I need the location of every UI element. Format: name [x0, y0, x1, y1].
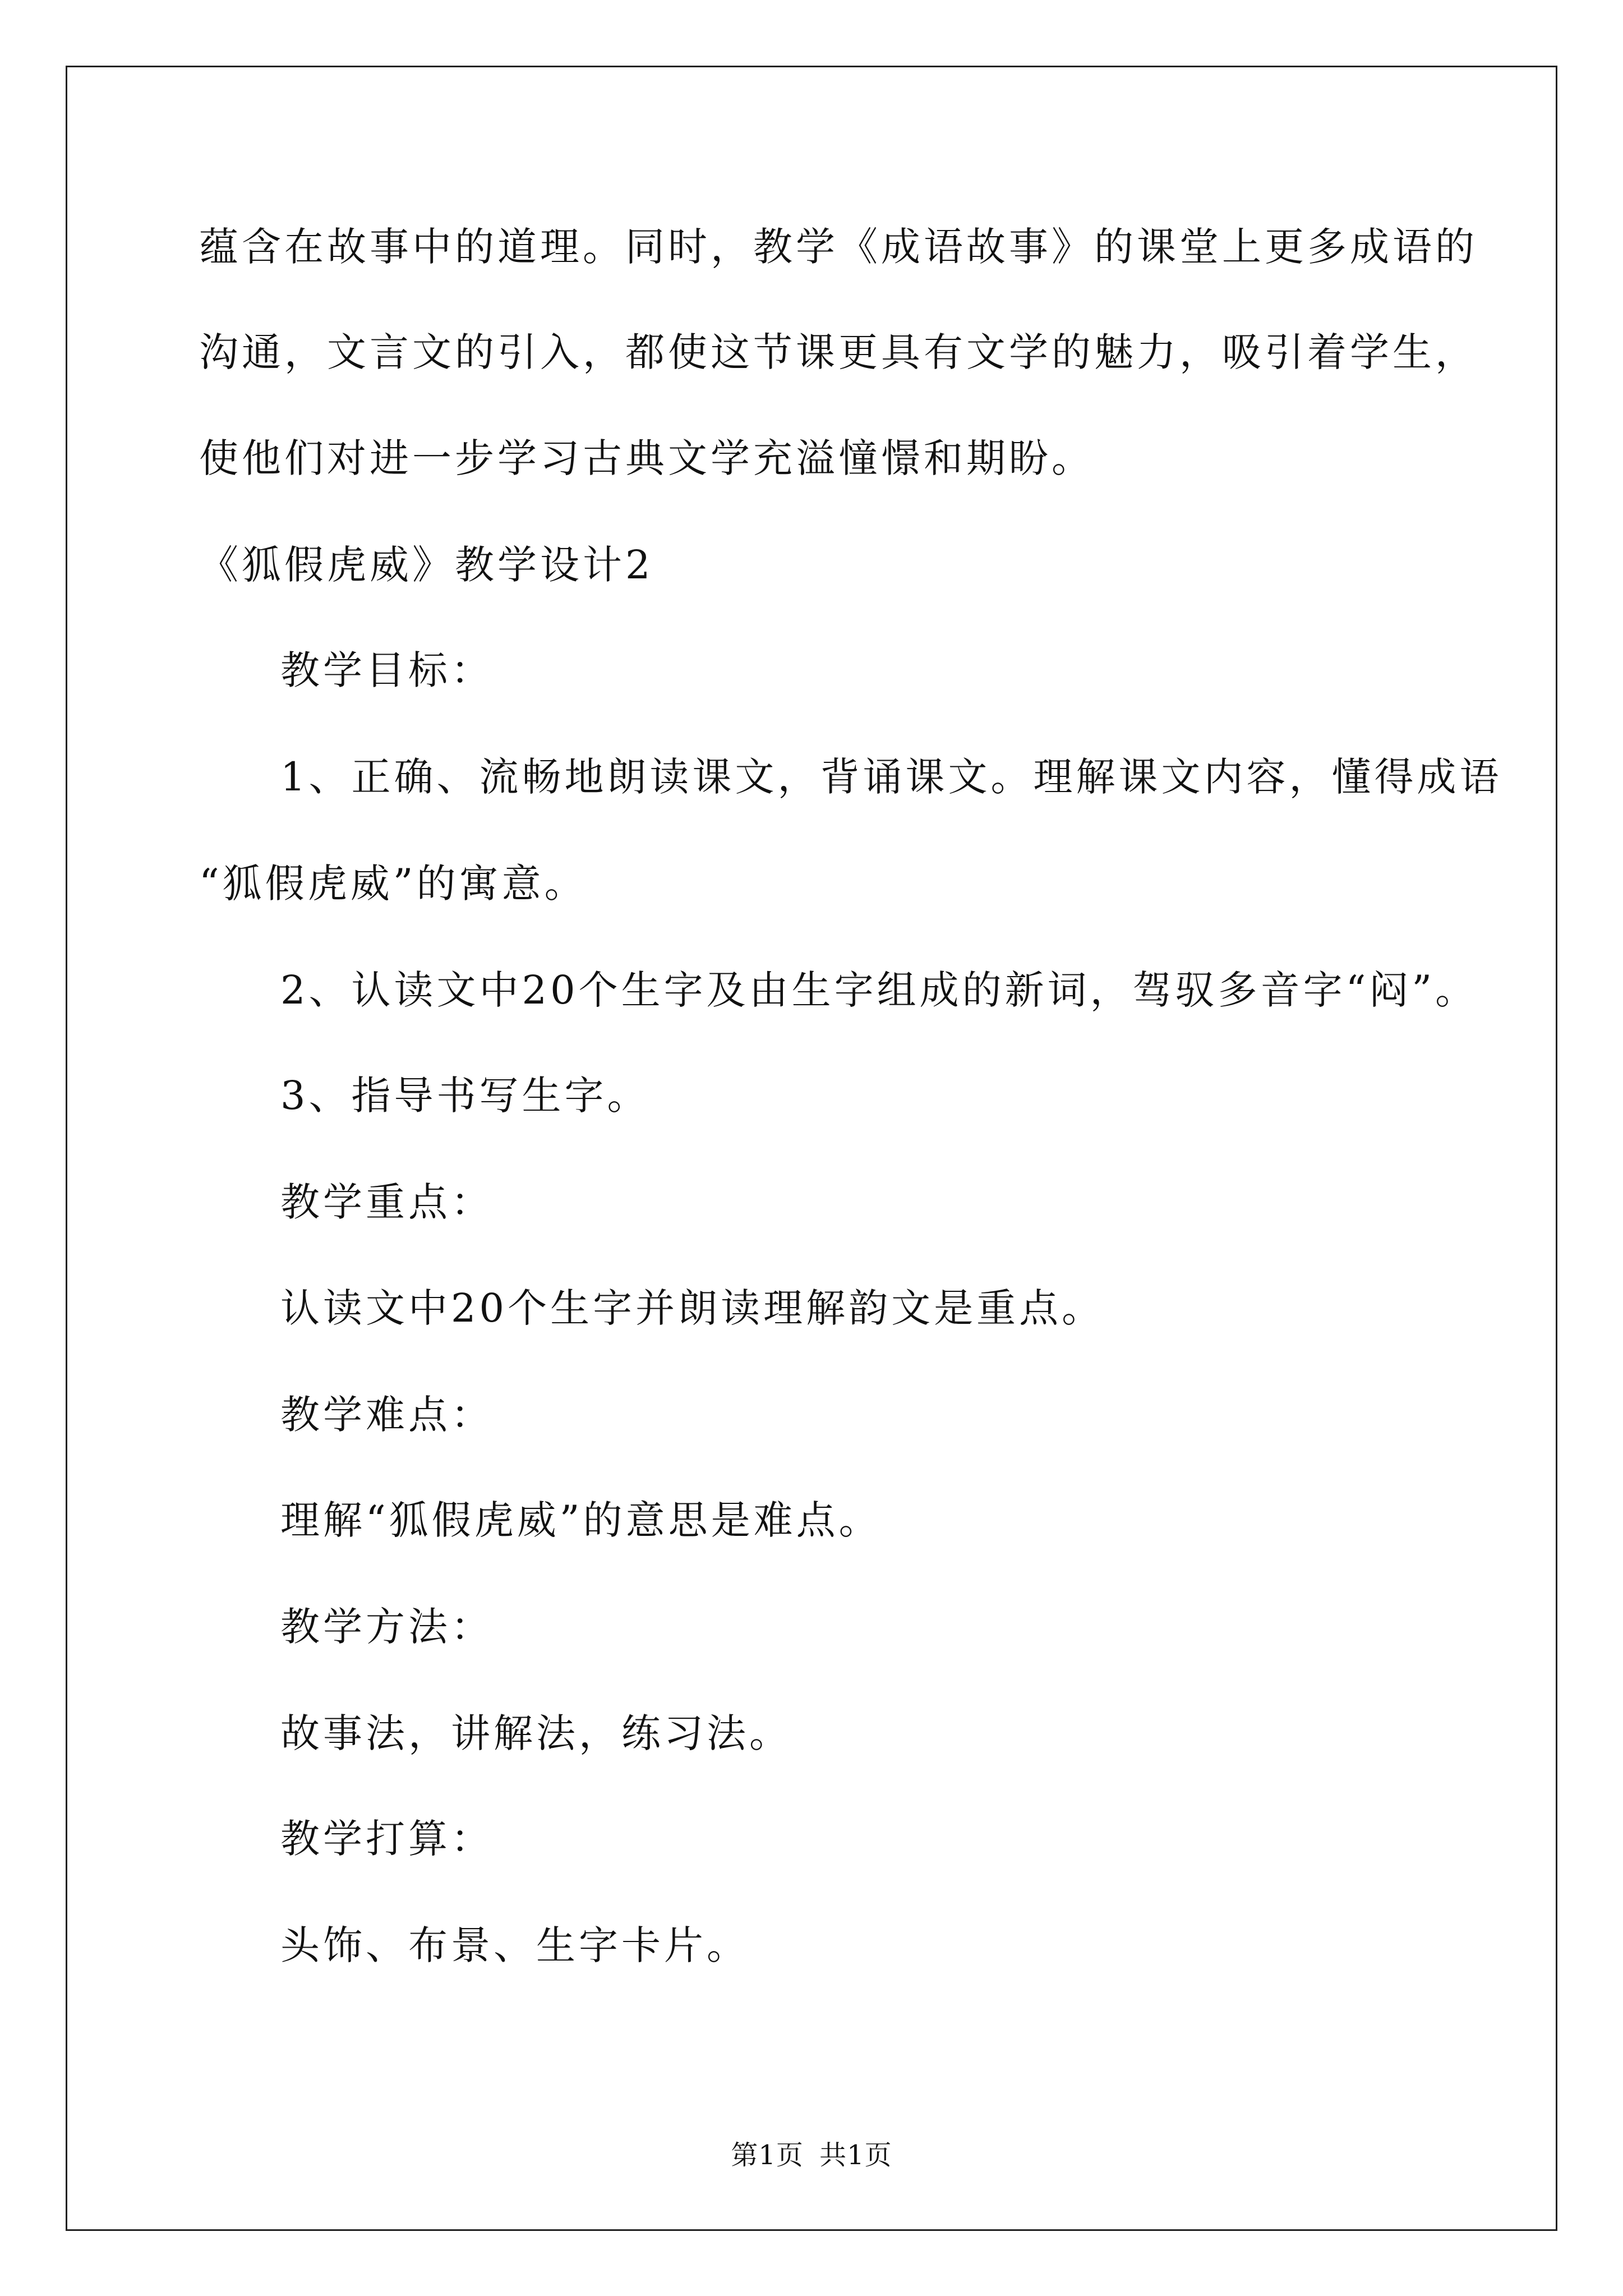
body-paragraph-line: 使他们对进一步学习古典文学充溢憧憬和期盼。 [199, 435, 1094, 481]
subheading-key-points: 教学重点： [280, 1179, 494, 1225]
objective-item-continued: “狐假虎威”的寓意。 [199, 861, 587, 907]
page-border [66, 66, 1557, 2231]
page-number: 第1页 [731, 2139, 804, 2171]
body-paragraph-line: 头饰、布景、生字卡片。 [280, 1922, 749, 1968]
body-paragraph-line: 蕴含在故事中的道理。同时，教学《成语故事》的课堂上更多成语的 [199, 224, 1478, 270]
body-paragraph-line: 故事法，讲解法，练习法。 [280, 1710, 792, 1756]
objective-item: 2、认读文中20个生字及由生字组成的新词，驾驭多音字“闷”。 [280, 967, 1478, 1013]
page-total: 共1页 [819, 2139, 892, 2171]
section-heading: 《狐假虎威》教学设计2 [199, 542, 654, 588]
objective-item: 1、正确、流畅地朗读课文，背诵课文。理解课文内容，懂得成语 [280, 754, 1502, 800]
subheading-objectives: 教学目标： [280, 647, 494, 693]
subheading-methods: 教学方法： [280, 1604, 494, 1650]
body-paragraph-line: 沟通，文言文的引入，都使这节课更具有文学的魅力，吸引着学生， [199, 329, 1478, 375]
body-paragraph-line: 认读文中20个生字并朗读理解韵文是重点。 [280, 1285, 1105, 1331]
body-paragraph-line: 理解“狐假虎威”的意思是难点。 [280, 1497, 882, 1543]
subheading-preparation: 教学打算： [280, 1816, 494, 1862]
objective-item: 3、指导书写生字。 [280, 1073, 650, 1119]
subheading-difficulties: 教学难点： [280, 1392, 494, 1438]
page-footer [0, 2138, 1623, 2172]
